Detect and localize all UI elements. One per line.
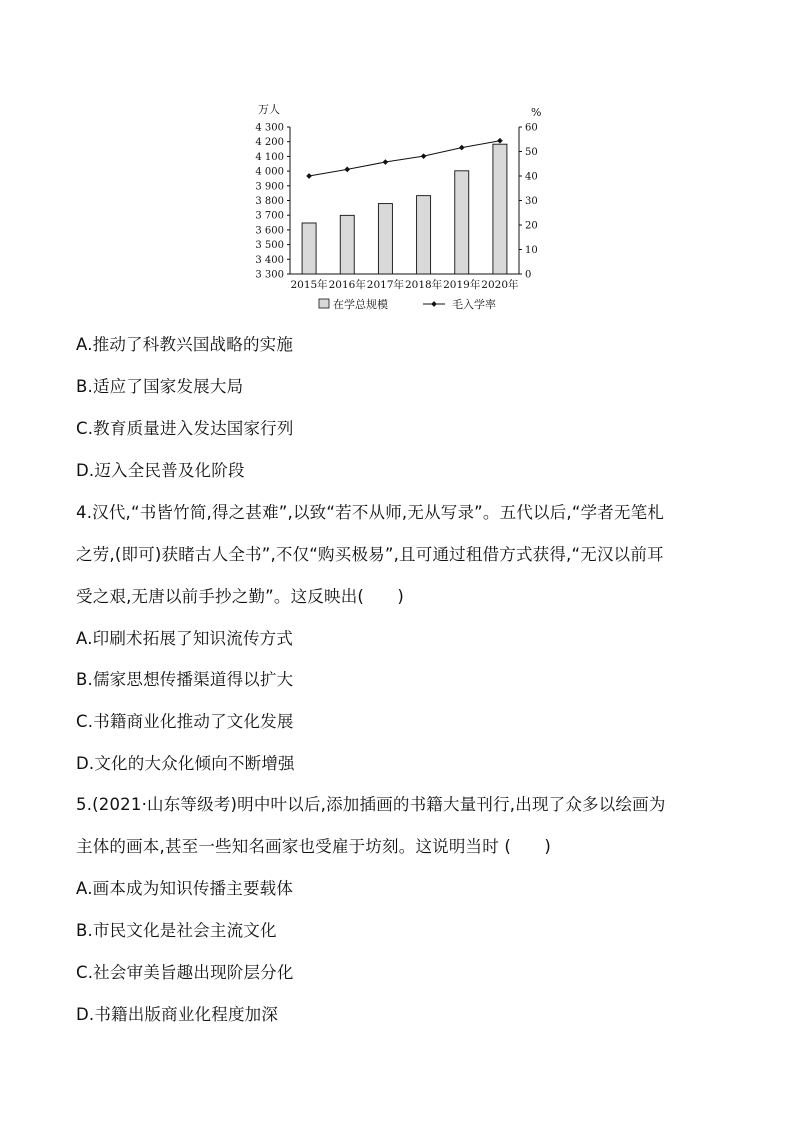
q4-stem-line-1: 4.汉代,“书皆竹简,得之甚难”,以致“若不从师,无从写录”。五代以后,“学者无笔札 <box>76 503 665 522</box>
rate-point <box>459 145 465 151</box>
legend-line-label: 毛入学率 <box>452 298 496 311</box>
bar-enrollment <box>455 171 469 274</box>
line-enrollment-rate <box>309 141 500 176</box>
x-axis-label: 2018年 <box>404 279 443 291</box>
q4-option-b: B.儒家思想传播渠道得以扩大 <box>76 670 294 689</box>
bar-enrollment <box>417 196 431 274</box>
right-axis-tick-label: 10 <box>525 245 538 256</box>
right-axis-tick-label: 40 <box>525 171 538 183</box>
rate-point <box>383 159 389 165</box>
x-axis-label: 2016年 <box>328 279 366 291</box>
q4-option-d: D.文化的大众化倾向不断增强 <box>76 754 295 773</box>
right-axis-tick-label: 60 <box>525 122 538 134</box>
q4-stem-line-3: 受之艰,无唐以前手抄之勤”。这反映出( ) <box>76 587 405 606</box>
enrollment-chart <box>248 100 558 315</box>
rate-point <box>497 138 503 144</box>
left-axis-tick-label: 3 600 <box>255 225 284 237</box>
rate-point <box>421 153 427 159</box>
left-axis-tick-label: 3 400 <box>255 254 284 266</box>
x-axis-label: 2019年 <box>443 279 481 291</box>
q3-option-a: A.推动了科教兴国战略的实施 <box>76 335 294 354</box>
right-axis-tick-label: 0 <box>525 269 532 281</box>
right-axis-tick-label: 50 <box>525 147 538 158</box>
chart-legend <box>319 297 496 311</box>
right-axis-tick-label: 30 <box>525 196 538 207</box>
q5-option-b: B.市民文化是社会主流文化 <box>76 921 277 940</box>
left-axis-tick-label: 3 800 <box>255 196 284 207</box>
bar-enrollment <box>302 223 316 274</box>
q5-option-c: C.社会审美旨趣出现阶层分化 <box>76 963 294 982</box>
q5-stem-line-1: 5.(2021·山东等级考)明中叶以后,添加插画的书籍大量刊行,出现了众多以绘画为 <box>76 795 666 814</box>
q4-option-a: A.印刷术拓展了知识流传方式 <box>76 629 294 648</box>
left-axis-tick-label: 3 500 <box>255 240 284 252</box>
right-axis-tick-label: 20 <box>525 220 538 232</box>
left-axis-tick-label: 4 200 <box>255 137 284 149</box>
legend-line-marker <box>431 301 437 307</box>
q4-option-c: C.书籍商业化推动了文化发展 <box>76 712 294 731</box>
q5-option-d: D.书籍出版商业化程度加深 <box>76 1005 279 1024</box>
rate-point <box>306 173 312 179</box>
legend-bar-label: 在学总规模 <box>333 298 388 311</box>
bar-enrollment <box>378 204 392 274</box>
x-axis-label: 2017年 <box>366 279 405 291</box>
bar-enrollment <box>340 215 354 274</box>
left-axis-tick-label: 3 700 <box>255 210 284 222</box>
left-axis-tick-label: 4 000 <box>255 166 284 178</box>
left-axis-tick-label: 4 100 <box>255 151 284 163</box>
q5-option-a: A.画本成为知识传播主要载体 <box>76 879 294 898</box>
left-axis-tick-label: 4 300 <box>255 122 284 134</box>
q3-option-b: B.适应了国家发展大局 <box>76 377 244 396</box>
rate-point <box>344 167 350 173</box>
x-axis-label: 2020年 <box>481 279 519 291</box>
x-axis-label: 2015年 <box>290 279 328 291</box>
left-axis-unit: 万人 <box>258 103 280 116</box>
q4-stem-line-2: 之劳,(即可)获睹古人全书”,不仅“购买极易”,且可通过租借方式获得,“无汉以前耳 <box>76 545 664 564</box>
q5-stem-line-2: 主体的画本,甚至一些知名画家也受雇于坊刻。这说明当时 ( ) <box>76 837 552 856</box>
legend-bar-swatch <box>319 299 329 308</box>
left-axis-tick-label: 3 900 <box>255 181 284 193</box>
left-axis-tick-label: 3 300 <box>255 269 284 281</box>
q3-option-d: D.迈入全民普及化阶段 <box>76 461 245 480</box>
q3-option-c: C.教育质量进入发达国家行列 <box>76 419 294 438</box>
right-axis-unit: % <box>531 106 542 119</box>
bar-enrollment <box>493 144 507 274</box>
